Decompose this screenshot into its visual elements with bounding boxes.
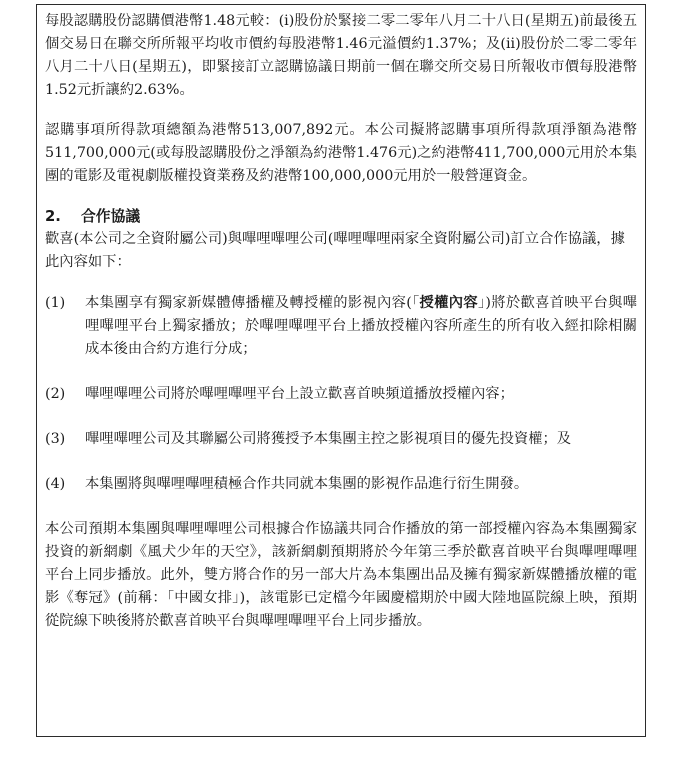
section-number: 2. [45, 208, 61, 225]
document-body [45, 10, 637, 650]
list-item-text: 本集團將與嗶哩嗶哩積極合作共同就本集團的影視作品進行衍生開發。 [85, 476, 529, 492]
defined-term: 授權內容 [419, 295, 478, 311]
section-heading [45, 205, 637, 228]
list-item [45, 428, 637, 451]
list-item-number: (2) [45, 386, 66, 402]
list-item-text-part: 本集團享有獨家新媒體傳播權及轉授權的影視內容(「 [85, 295, 420, 311]
list-item-number: (3) [45, 431, 66, 447]
section-intro: 歡喜(本公司之全資附屬公司)與嗶哩嗶哩公司(嗶哩嗶哩兩家全資附屬公司)訂立合作協議，據此內容如下： [45, 231, 625, 270]
list-item-number: (1) [45, 295, 66, 311]
list-item-text [85, 292, 637, 361]
list-item-text-part: 」)將於歡喜首映平台與嗶哩嗶哩平台上獨家播放；於嗶哩嗶哩平台上播放授權內容所產生的所有收入經扣除相關成本後由合約方進行分成； [85, 295, 637, 357]
list-item-text: 嗶哩嗶哩公司及其聯屬公司將獲授予本集團主控之影視項目的優先投資權；及 [85, 431, 572, 447]
paragraph-first-content: 本公司預期本集團與嗶哩嗶哩公司根據合作協議共同合作播放的第一部授權內容為本集團獨家投資的新網劇《風犬少年的天空》，該新網劇預期將於今年第三季於歡喜首映平台與嗶哩嗶哩平台上同步播放。此外，雙方將合作的另一部大片為本集團出品及擁有獨家新媒體播放權的電影《奪冠》(前稱：「中國女排」)，該電影已定檔今年國慶檔期於中國大陸地區院線上映，預期從院線下映後將於歡喜首映平台與嗶哩嗶哩平台上同步播放。 [45, 521, 637, 629]
list-item [45, 383, 637, 406]
list-item [45, 473, 637, 496]
list-item-number: (4) [45, 476, 66, 492]
paragraph-subscription-price: 每股認購股份認購價港幣1.48元較：(i)股份於緊接二零二零年八月二十八日(星期五)前最後五個交易日在聯交所所報平均收市價約每股港幣1.46元溢價約1.37%；及(ii)股份於二零二零年八月二十八日(星期五)，即緊接訂立認購協議日期前一個在聯交所交易日所報收市價每股港幣1.52元折讓約2.63%。 [45, 13, 637, 98]
list-item-text: 嗶哩嗶哩公司將於嗶哩嗶哩平台上設立歡喜首映頻道播放授權內容； [85, 386, 514, 402]
section-title: 合作協議 [81, 208, 141, 225]
list-item [45, 292, 637, 361]
paragraph-proceeds: 認購事項所得款項總額為港幣513,007,892元。本公司擬將認購事項所得款項淨額為港幣511,700,000元(或每股認購股份之淨額為約港幣1.476元)之約港幣411,700,000元用於本集團的電影及電視劇版權投資業務及約港幣100,000,000元用於一般營運資金。 [45, 122, 637, 184]
